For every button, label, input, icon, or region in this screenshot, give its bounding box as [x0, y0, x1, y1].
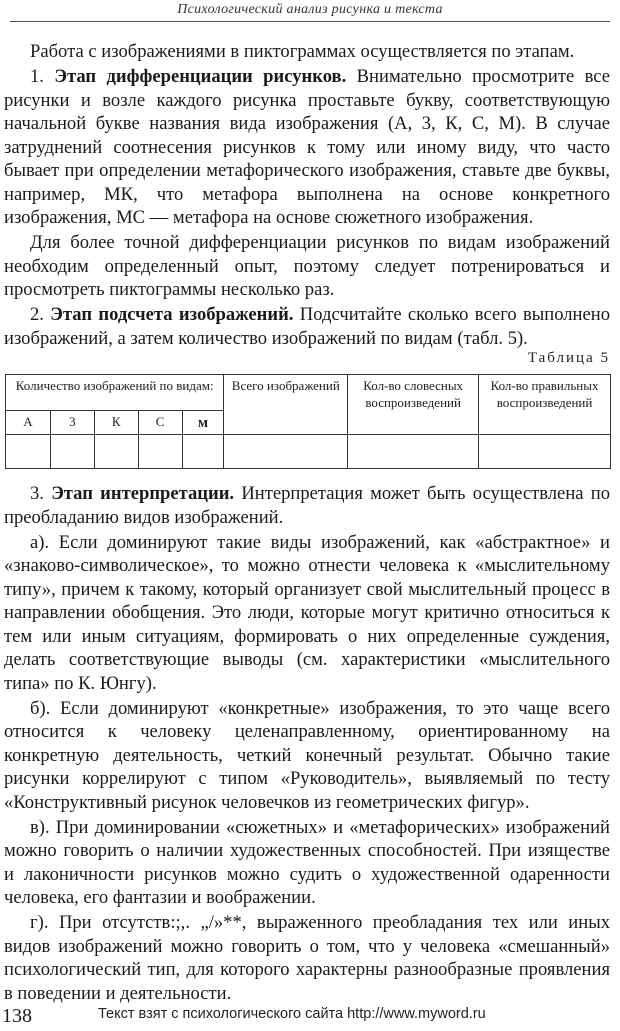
- table-cell: [182, 435, 224, 469]
- col-total-header: Всего изображений: [224, 375, 348, 435]
- footer-note: Текст взят с психологического сайта http://www.myword.ru: [98, 1006, 486, 1022]
- letter-cell: 3: [50, 411, 94, 435]
- paragraph: [4, 816, 610, 910]
- paragraph-text: Для более точной дифференциации рисунков по видам изображений необходим определенный опыт, поэтому следует потренироваться и просмотреть пиктограммы несколько раз.: [4, 232, 610, 300]
- table-cell: [138, 435, 182, 469]
- paragraph-text: в). При доминировании «сюжетных» и «метафорических» изображений можно говорить о наличии художественных способностей. При изяществе и лаконичности рисунков можно судить о художественной одаренности человека, его фантазии и воображении.: [4, 816, 610, 908]
- header-divider: [10, 21, 610, 22]
- paragraph: [4, 482, 610, 529]
- paragraph-text: г). При отсутств:;,. „/»**, выраженного преобладания тех или иных видов изображений можно говорить о том, что у человека «смешанный» психологический тип, для которого характерны разнообразные проявления в поведении и деятельности.: [4, 912, 610, 1004]
- paragraph-text: Интерпретация может быть осуществлена по преобладанию видов изображений.: [4, 483, 611, 528]
- paragraph-number: 3.: [30, 483, 52, 504]
- table-cell: [94, 435, 138, 469]
- paragraph-text: а). Если доминируют такие виды изображений, как «абстрактное» и «знаково-символическое», то можно отнести человека к «мыслительному типу», причем к такому, который организует свой мыслительный процесс в направлении обобщения. Это люди, которые могут критично относиться к тем или иным ситуациям, формировать о них определенные суждения, делать соответствующие выводы (см. характеристики «мыслительного типа» по К. Юнгу).: [4, 531, 610, 694]
- paragraph-text: б). Если доминируют «конкретные» изображения, то это чаще всего относится к человеку целенаправленному, ориентированному на конкретную деятельность, четкий конечный результат. Обычно такие рисунки коррелируют с типом «Руководитель», выявляемый по тесту «Конструктивный рисунок человечков из геометрических фигур».: [4, 697, 610, 813]
- paragraph: [4, 231, 610, 302]
- paragraph-text: Подсчитайте сколько всего выполнено изображений, а затем количество изображений по видам (табл. 5).: [4, 304, 611, 349]
- table-cell: [6, 435, 51, 469]
- table-cell: [50, 435, 94, 469]
- stage-heading: Этап подсчета изображений.: [50, 304, 294, 325]
- col-verbal-header: Кол-во словесных воспроизведений: [348, 375, 479, 435]
- text-block-bottom: [4, 482, 610, 1007]
- letter-cell: С: [138, 411, 182, 435]
- text-block-top: [4, 40, 610, 352]
- table-cell: [224, 435, 348, 469]
- table-5: [5, 374, 611, 469]
- table-caption: Таблица 5: [527, 350, 610, 366]
- stage-heading: Этап дифференциации рисунков.: [54, 66, 347, 87]
- paragraph: [4, 65, 610, 230]
- table-header-row: [6, 375, 611, 411]
- table-cell: [479, 435, 611, 469]
- page-number: 138: [2, 1005, 32, 1027]
- paragraph: [4, 303, 610, 350]
- table-empty-row: [6, 435, 611, 469]
- table-cell: [348, 435, 479, 469]
- letter-cell: К: [94, 411, 138, 435]
- col-group-header: Количество изображений по видам:: [6, 375, 224, 411]
- stage-heading: Этап интерпретации.: [51, 483, 235, 504]
- paragraph: [4, 697, 610, 815]
- col-correct-header: Кол-во правильных воспроизведений: [479, 375, 611, 435]
- paragraph-text: Работа с изображениями в пиктограммах осуществляется по этапам.: [30, 41, 575, 62]
- running-header: Психологический анализ рисунка и текста: [177, 2, 443, 17]
- paragraph-number: 2.: [30, 304, 51, 325]
- paragraph: [4, 40, 610, 64]
- letter-cell: м: [182, 411, 224, 435]
- paragraph: [4, 911, 610, 1005]
- paragraph-text: Внимательно просмотрите все рисунки и возле каждого рисунка проставьте букву, соответствующую начальной букве названия вида изображения (А, 3, К, С, М). В случае затруднений соотнесения рисунков к тому или иному виду, что часто бывает при определении метафорического изображения, ставьте две буквы, например, МК, что метафора выполнена на основе конкретного изображения, МС — метафора на основе сюжетного изображения.: [4, 66, 610, 228]
- paragraph: [4, 531, 610, 696]
- paragraph-number: 1.: [30, 66, 55, 87]
- letter-cell: А: [6, 411, 51, 435]
